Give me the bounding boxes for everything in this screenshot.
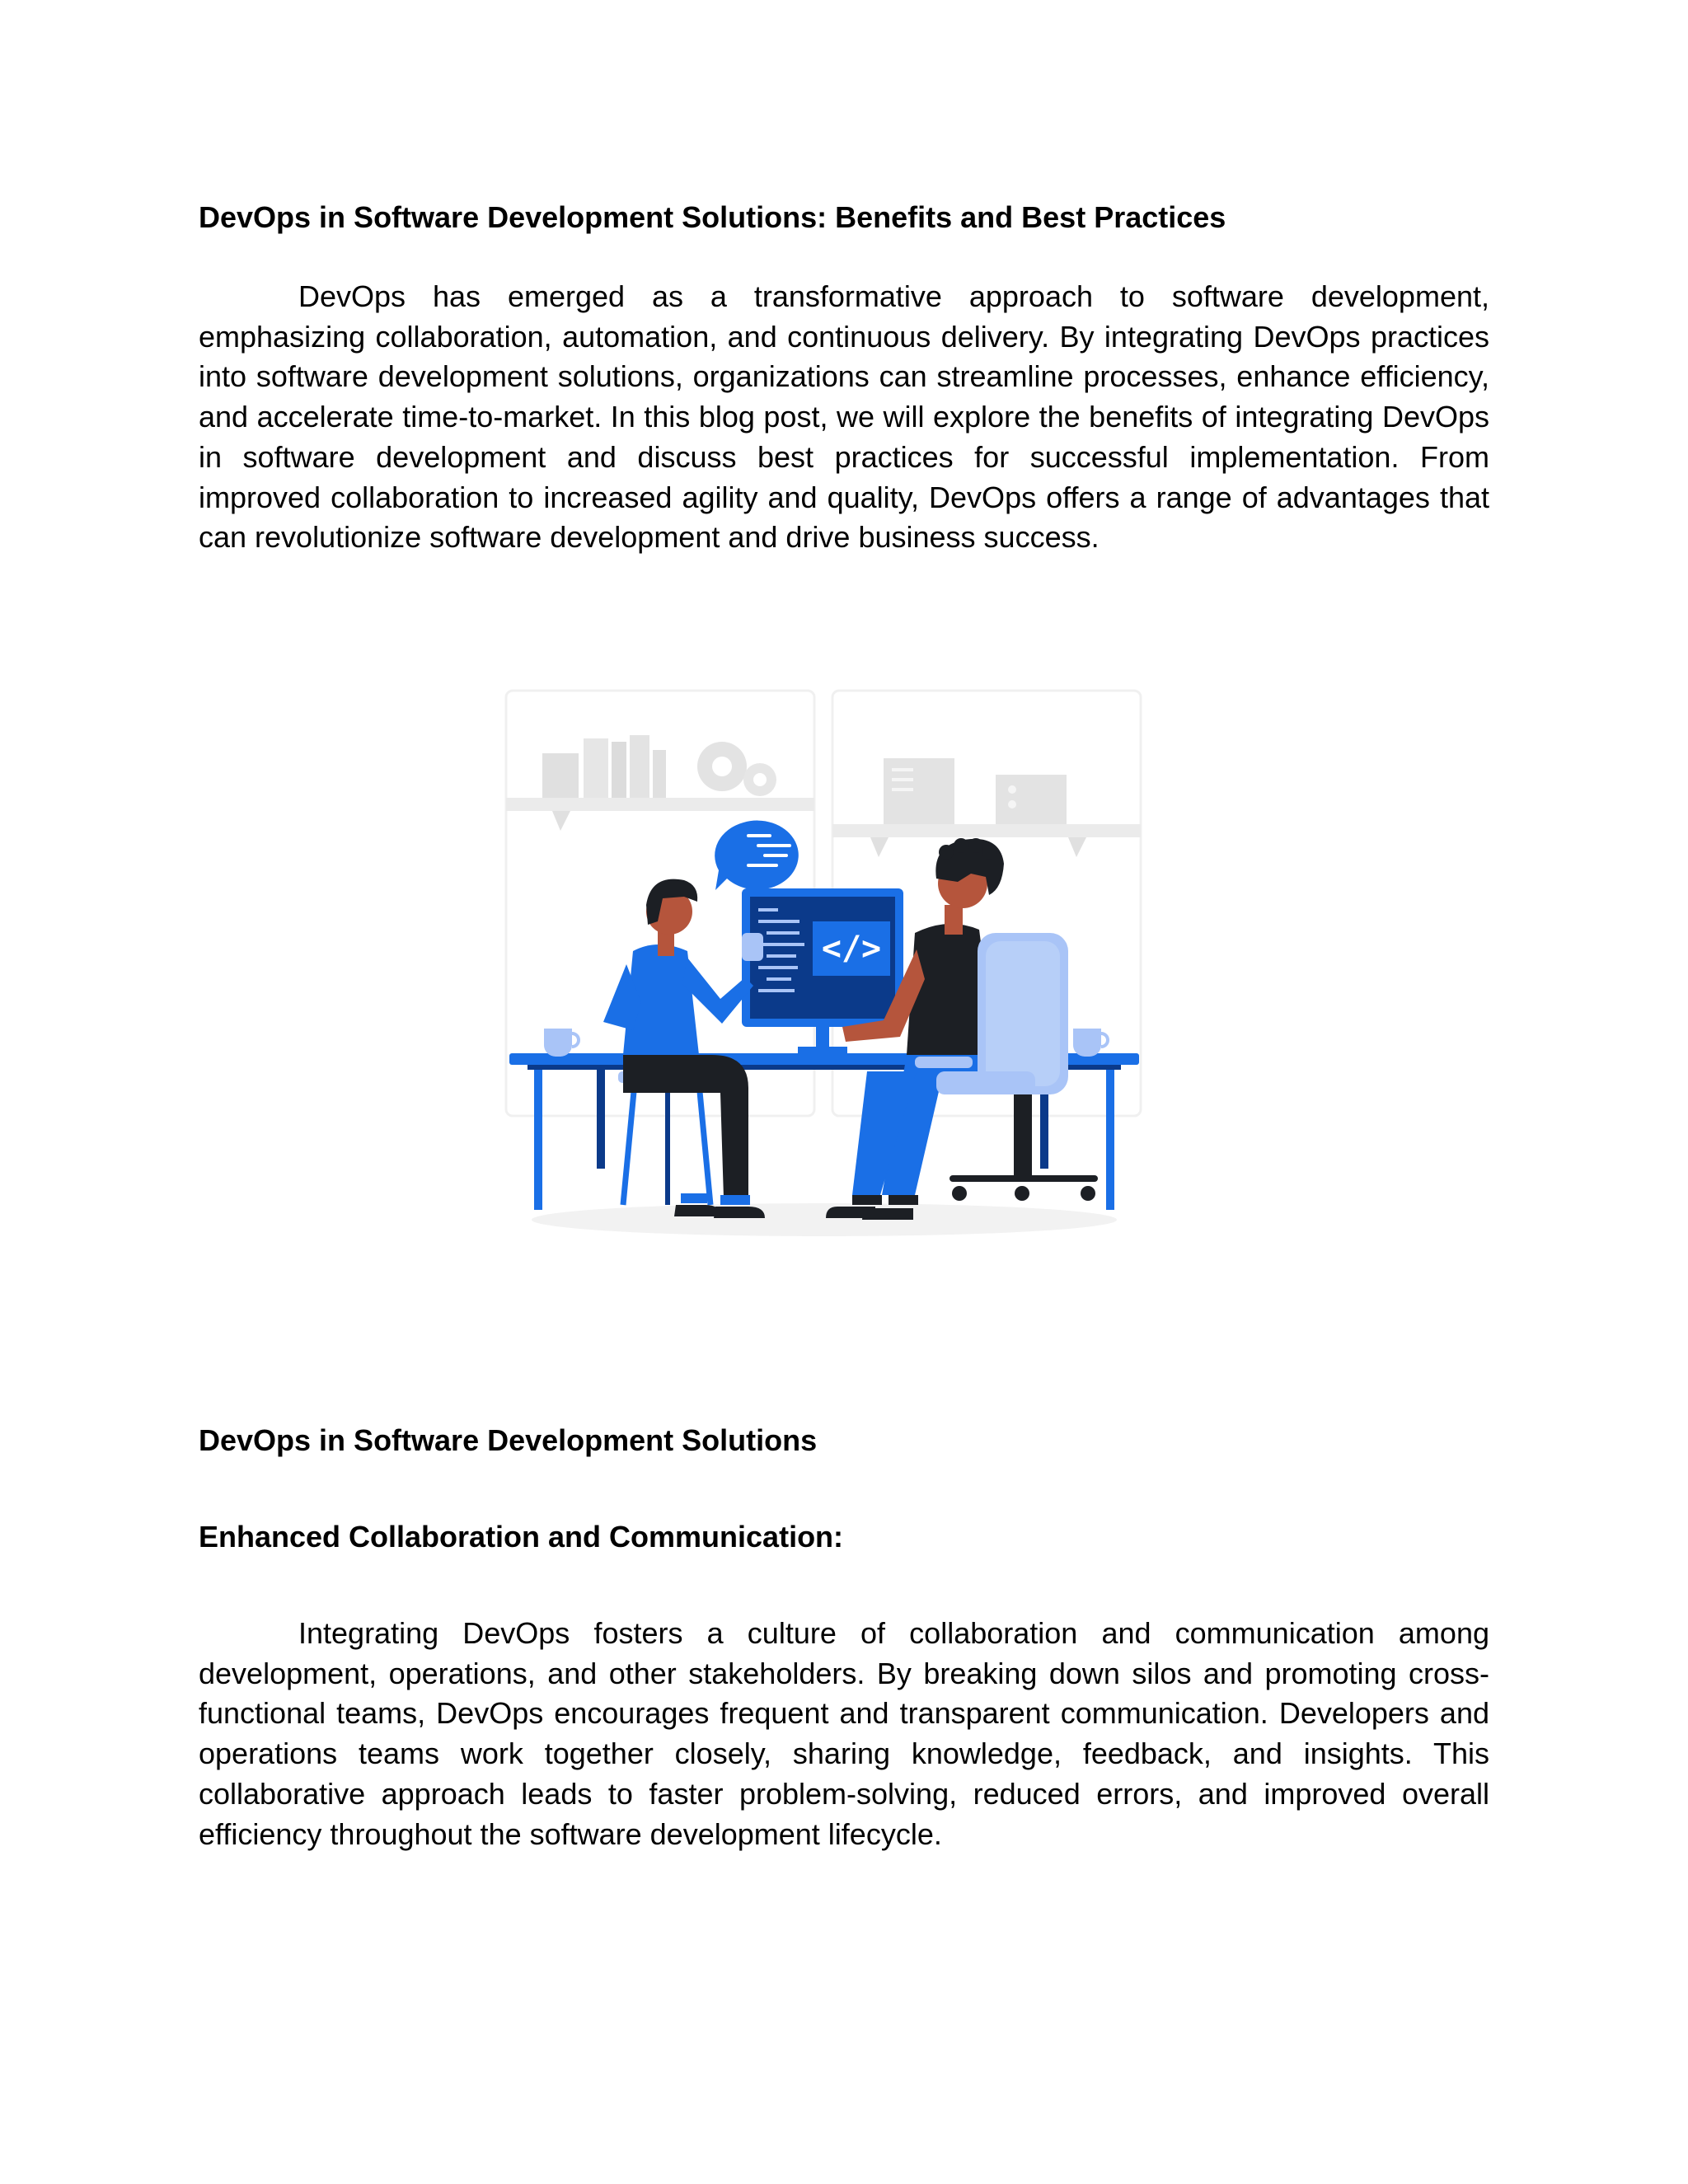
subsection-heading: Enhanced Collaboration and Communication: — [199, 1520, 844, 1554]
intro-paragraph: DevOps has emerged as a transformative approach to software development, emphasizing collaboration, automation, and continuous delivery. By integrating DevOps practices into software development solutions, organizations can streamline processes, enhance efficiency, and accelerate time-to-market. In this blog post, we will explore the benefits of integrating DevOps in software development and discuss best practices for successful implementation. From improved collaboration to increased agility and quality, DevOps offers a range of advantages that can revolutionize software development and drive business success. — [199, 279, 1489, 555]
collaboration-paragraph: Integrating DevOps fosters a culture of collaboration and communication among development, operations, and other stakeholders. By breaking down silos and promoting cross-functional teams, DevOps encourages frequent and transparent communication. Developers and operations teams work together closely, sharing knowledge, feedback, and insights. This collaborative approach leads to faster problem-solving, reduced errors, and improved overall efficiency throughout the software development lifecycle. — [199, 1616, 1489, 1851]
devops-illustration — [495, 684, 1154, 1261]
section-heading: DevOps in Software Development Solutions — [199, 1423, 818, 1457]
code-glyph: </> — [821, 930, 882, 968]
document-title: DevOps in Software Development Solutions: Benefits and Best Practices — [199, 200, 1226, 234]
